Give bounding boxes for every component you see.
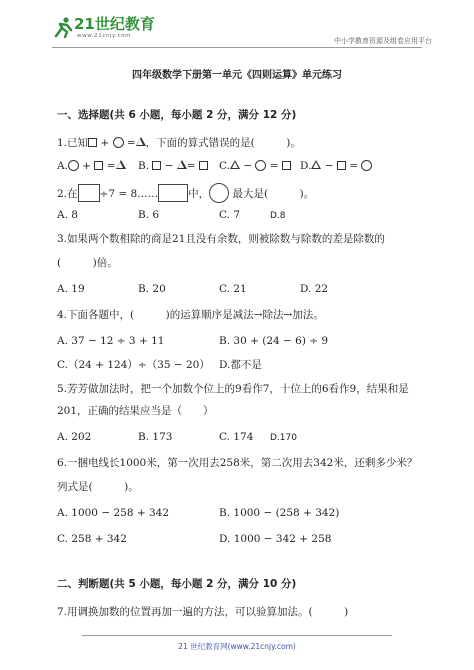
q2-option-d[interactable]: D.8	[270, 211, 286, 221]
q4-option-d[interactable]: D.都不是	[219, 359, 262, 371]
q5-option-a[interactable]: A. 202	[57, 431, 92, 443]
circle-shape-icon	[68, 160, 79, 171]
q2-mid2: 中，	[188, 188, 210, 200]
q2-option-c[interactable]: C. 7	[219, 209, 241, 221]
q1-option-c[interactable]: C. − =	[219, 159, 291, 173]
square-shape-icon	[199, 161, 208, 170]
question-7: 7.用调换加数的位置再加一遍的方法，可以验算加法。( )	[57, 606, 349, 618]
q1-option-b[interactable]: B. − =	[138, 159, 208, 173]
square-shape-icon	[152, 161, 161, 170]
q6-option-d[interactable]: D. 1000 − 342 + 258	[219, 533, 332, 545]
footer-link[interactable]: 21 世纪教育网(www.21cnjy.com)	[178, 642, 296, 651]
question-3-line-1: 3.如果两个数相除的商是21且没有余数，则被除数与除数的差是除数的	[57, 233, 385, 245]
square-shape-icon	[337, 161, 346, 170]
option-label: C.	[219, 160, 230, 172]
logo-url: www.21cnjy.com	[77, 33, 132, 39]
q5-option-d[interactable]: D.170	[270, 433, 297, 443]
circle-shape-icon	[113, 137, 124, 148]
triangle-shape-icon	[177, 160, 187, 169]
q3-option-b[interactable]: B. 20	[138, 283, 166, 295]
circle-shape-icon	[361, 160, 372, 171]
section-2-heading: 二、判断题(共 5 小题，每小题 2 分，满分 10 分)	[57, 578, 297, 590]
site-logo	[52, 12, 172, 44]
platform-label: 中小学教育资源及组卷应用平台	[334, 37, 432, 45]
square-shape-icon	[94, 161, 103, 170]
q4-option-a[interactable]: A. 37 − 12 ÷ 3 + 11	[57, 335, 165, 347]
q4-option-c[interactable]: C.（24 + 124）÷（35 − 20）	[57, 359, 210, 371]
option-label: B.	[138, 160, 150, 172]
header-divider	[52, 47, 422, 48]
question-5-line-2: 201，正确的结果应当是（ ）	[57, 405, 214, 417]
circle-shape-icon	[255, 160, 266, 171]
option-label: A.	[57, 160, 68, 172]
q6-option-c[interactable]: C. 258 + 342	[57, 533, 127, 545]
q6-option-b[interactable]: B. 1000 − (258 + 342)	[219, 507, 340, 519]
q6-option-a[interactable]: A. 1000 − 258 + 342	[57, 507, 170, 519]
option-label: D.	[300, 160, 312, 172]
q1-suffix: ，下面的算式错误的是( )。	[145, 137, 301, 149]
triangle-shape-icon	[230, 160, 240, 169]
question-3-line-2: ( )倍。	[57, 257, 118, 269]
q3-option-a[interactable]: A. 19	[57, 283, 85, 295]
q5-option-b[interactable]: B. 173	[138, 431, 173, 443]
q2-option-b[interactable]: B. 6	[138, 209, 160, 221]
q1-option-a[interactable]: A. + =	[57, 159, 126, 173]
section-1-heading: 一、选择题(共 6 小题，每小题 2 分，满分 12 分)	[57, 109, 297, 121]
q2-prefix: 2.在	[57, 188, 78, 200]
question-5-line-1: 5.芳芳做加法时，把一个加数个位上的9看作7，十位上的6看作9，结果和是	[57, 383, 409, 395]
blank-box	[78, 184, 100, 202]
q1-option-d[interactable]: D. − =	[300, 159, 372, 173]
document-title: 四年级数学下册第一单元《四则运算》单元练习	[132, 70, 342, 81]
q3-option-c[interactable]: C. 21	[219, 283, 247, 295]
question-1: 1.已知 + = ，下面的算式错误的是( )。	[57, 137, 301, 149]
triangle-shape-icon	[136, 137, 146, 146]
q2-option-a[interactable]: A. 8	[57, 209, 78, 221]
triangle-shape-icon	[311, 160, 321, 169]
question-4: 4.下面各题中，( )的运算顺序是减法→除法→加法。	[57, 309, 324, 321]
blank-circle	[209, 183, 229, 203]
q4-option-b[interactable]: B. 30 + (24 − 6) ÷ 9	[219, 335, 329, 347]
q2-mid: ÷7 = 8……	[99, 188, 159, 200]
blank-box	[158, 184, 188, 202]
footer-divider	[82, 635, 392, 636]
runner-logo-icon	[52, 16, 74, 38]
question-6-line-2: 列式是( )。	[57, 481, 139, 493]
question-6-line-1: 6.一捆电线长1000米，第一次用去258米，第二次用去342米，还剩多少米？	[57, 457, 418, 469]
triangle-shape-icon	[116, 160, 126, 169]
question-2	[57, 183, 314, 203]
page-header	[0, 0, 474, 46]
q1-prefix: 1.已知	[57, 137, 89, 149]
q2-suffix: 最大是( )。	[232, 188, 315, 200]
q3-option-d[interactable]: D. 22	[300, 283, 329, 295]
q5-option-c[interactable]: C. 174	[219, 431, 254, 443]
logo-text: 21世纪教育	[74, 15, 155, 33]
square-shape-icon	[88, 138, 97, 147]
square-shape-icon	[282, 161, 291, 170]
